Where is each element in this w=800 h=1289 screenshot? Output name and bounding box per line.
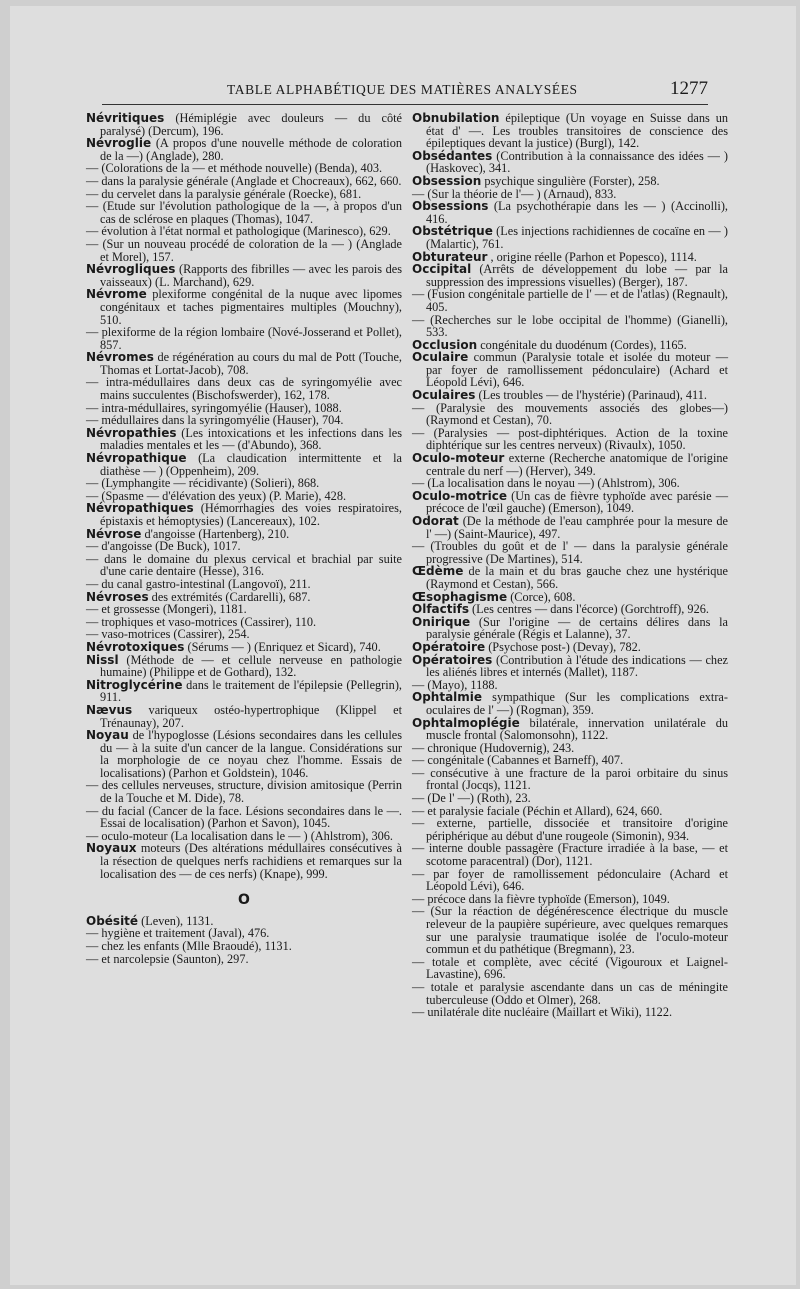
entry-text: (Recherches sur le lobe occipital de l'homme) (Gianelli), 533.: [426, 312, 728, 340]
entry-text: (Corce), 608.: [510, 589, 576, 604]
entry-headword: Nitroglycérine: [86, 677, 183, 692]
page-title: TABLE ALPHABÉTIQUE DES MATIÈRES ANALYSÉES: [227, 82, 578, 97]
index-subentry: [412, 956, 728, 981]
entry-text: dans la paralysie générale (Anglade et Chocreaux), 662, 660.: [101, 173, 402, 188]
entry-text: moteurs (Des altérations médullaires consécutives à la résection de quelques nerfs rachidiens et remarques sur la localisation des — de ces nerfs) (Knape), 999.: [100, 841, 403, 881]
entry-text: vaso-motrices (Cassirer), 254.: [101, 627, 250, 642]
index-subentry: [86, 200, 402, 225]
entry-text: variqueux ostéo-hypertrophique (Klippel et Trénaunay), 207.: [100, 702, 402, 730]
entry-text: d'angoisse (De Buck), 1017.: [101, 539, 241, 554]
entry-text: (La localisation dans le noyau —) (Ahlstrom), 306.: [427, 476, 680, 491]
entry-headword: Obsessions: [412, 199, 489, 214]
entry-text: (Hémorrhagies des voies respiratoires, épistaxis et hémoptysies) (Lancereaux), 102.: [100, 501, 402, 528]
entry-text: interne double passagère (Fracture irradiée à la base, — et scotome paracentral) (Dor), 1121.: [426, 841, 728, 869]
entry-text: (Sur la théorie de l'— ) (Arnaud), 833.: [427, 186, 617, 201]
page-number: 1277: [670, 78, 708, 99]
index-subentry: [86, 953, 402, 966]
entry-text: dans le traitement de l'épilepsie (Pellegrin), 911.: [100, 677, 402, 705]
index-entry: [412, 654, 728, 679]
index-subentry: [86, 376, 402, 401]
entry-text: (Contribution à l'étude des indications — chez les aliénés libres et internés (Mallet), 1187.: [426, 652, 728, 680]
index-entry: [86, 704, 402, 729]
entry-headword: Névropathiques: [86, 501, 194, 516]
entry-text: (Les intoxications et les infections dans les maladies mentales et les — (d'Abundo), 368.: [100, 425, 403, 453]
index-subentry: [86, 805, 402, 830]
entry-text: (Contribution à la connaissance des idées — ) (Haskovec), 341.: [426, 148, 728, 176]
index-subentry: [412, 427, 728, 452]
index-subentry: [86, 326, 402, 351]
entry-headword: Obstétrique: [412, 224, 493, 239]
entry-headword: Névroses: [86, 589, 149, 604]
entry-text: commun (Paralysie totale et isolée du moteur — par foyer de ramollissement pédonculaire) (Achard et Léopold Lévi), 646.: [426, 350, 728, 390]
entry-text: précoce dans la fièvre typhoïde (Emerson), 1049.: [427, 891, 670, 906]
entry-text: et narcolepsie (Saunton), 297.: [101, 951, 249, 966]
entry-text: (La psychothérapie dans les — ) (Accinolli), 416.: [426, 199, 728, 226]
index-subentry: [412, 288, 728, 313]
entry-text: chez les enfants (Mlle Braoudé), 1131.: [101, 939, 292, 953]
entry-text: par foyer de ramollissement pédonculaire (Achard et Léopold Lévi), 646.: [426, 866, 728, 894]
index-entry: [86, 679, 402, 704]
entry-text: évolution à l'état normal et pathologique (Marinesco), 629.: [101, 224, 391, 239]
entry-text: (A propos d'une nouvelle méthode de coloration de la —) (Anglade), 280.: [100, 136, 403, 163]
entry-text: externe (Recherche anatomique de l'origine centrale du nerf —) (Herver), 349.: [426, 451, 728, 478]
index-entry: [86, 351, 402, 376]
entry-text: (Psychose post-) (Devay), 782.: [488, 639, 641, 654]
entry-headword: Névropathique: [86, 451, 187, 466]
index-entry: [412, 150, 728, 175]
entry-text: (Sérums — ) (Enriquez et Sicard), 740.: [187, 639, 381, 654]
entry-headword: Obésité: [86, 913, 139, 928]
entry-text: des extrémités (Cardarelli), 687.: [151, 589, 311, 604]
entry-text: (Sur la réaction de dégénérescence électrique du muscle releveur de la paupière supérieure, avec quelques remarques sur une paralysie traumatique isolée de l'oculo-moteur commun et du pathétique (Bregmann), 23.: [426, 904, 729, 957]
index-entry: [412, 515, 728, 540]
index-entry: [86, 263, 402, 288]
index-subentry: [412, 905, 728, 955]
entry-text: (De la méthode de l'eau camphrée pour la mesure de l' —) (Saint-Maurice), 497.: [426, 514, 728, 541]
entry-headword: Œdème: [412, 564, 464, 579]
entry-text: (Arrêts de développement du lobe — par la suppression des impressions visuelles) (Berger), 187.: [426, 262, 729, 289]
entry-text: des cellules nerveuses, structure, division amitosique (Perrin de la Touche et M. Dide), 78.: [100, 778, 402, 806]
index-entry: [86, 654, 402, 679]
entry-headword: Nissl: [86, 652, 119, 667]
entry-headword: Névrose: [86, 526, 142, 541]
index-entry: [412, 691, 728, 716]
entry-text: (Leven), 1131.: [141, 913, 214, 928]
index-entry: [412, 616, 728, 641]
index-subentry: [86, 553, 402, 578]
index-entry: [412, 112, 728, 150]
entry-headword: Occlusion: [412, 337, 478, 352]
entry-headword: Opératoire: [412, 639, 486, 654]
index-subentry: [412, 981, 728, 1006]
entry-headword: Névrotoxiques: [86, 639, 185, 654]
entry-text: du canal gastro-intestinal (Langovoï), 211.: [101, 576, 311, 591]
entry-text: (Troubles du goût et de l' — dans la paralysie générale progressive (De Martines), 514.: [426, 539, 728, 566]
entry-text: (Mayo), 1188.: [427, 677, 498, 692]
entry-text: chronique (Hudovernig), 243.: [427, 740, 575, 755]
entry-text: consécutive à une fracture de la paroi orbitaire du sinus frontal (Jocqs), 1121.: [426, 765, 728, 793]
entry-headword: Oculo-motrice: [412, 488, 507, 503]
entry-headword: Obsession: [412, 173, 482, 188]
entry-text: du facial (Cancer de la face. Lésions secondaires dans le —. Essai de localisation) (Parhon et Savon), 1045.: [100, 803, 402, 831]
entry-text: (De l' —) (Roth), 23.: [427, 791, 531, 806]
index-entry: [412, 490, 728, 515]
entry-headword: Névrome: [86, 287, 147, 302]
section-letter: O: [238, 892, 250, 909]
entry-headword: Odorat: [412, 514, 459, 528]
entry-text: (Spasme — d'élévation des yeux) (P. Marie), 428.: [101, 488, 347, 503]
entry-headword: Opératoires: [412, 652, 493, 667]
entry-headword: Nævus: [86, 702, 133, 717]
index-entry: [86, 502, 402, 527]
page-header: [102, 80, 708, 105]
entry-text: congénitale (Cabannes et Barneff), 407.: [427, 753, 624, 768]
index-subentry: [412, 314, 728, 339]
entry-text: (Les centres — dans l'écorce) (Gorchtroff), 926.: [472, 602, 709, 617]
index-subentry: [412, 842, 728, 867]
entry-headword: Noyau: [86, 728, 129, 743]
entry-headword: Névritiques: [86, 111, 165, 125]
entry-text: , origine réelle (Parhon et Popesco), 1114.: [490, 249, 697, 264]
entry-text: (Méthode de — et cellule nerveuse en pathologie humaine) (Philippe et de Gothard), 132.: [100, 652, 402, 680]
entry-text: et grossesse (Mongeri), 1181.: [101, 602, 247, 617]
index-entry: [412, 263, 728, 288]
index-subentry: [412, 767, 728, 792]
entry-text: (Sur l'origine — de certains délires dans la paralysie générale (Régis et Lalanne), 37.: [426, 614, 728, 642]
entry-text: totale et paralysie ascendante dans un cas de méningite tuberculeuse (Oddo et Olmer), 268.: [426, 979, 728, 1007]
entry-headword: Occipital: [412, 262, 472, 277]
right-column: [412, 112, 728, 1019]
entry-text: intra-médullaires dans deux cas de syringomyélie avec mains succulentes (Bischofswerder), 162, 178.: [100, 375, 402, 403]
entry-text: bilatérale, innervation unilatérale du muscle frontal (Salomonsohn), 1122.: [426, 715, 729, 743]
index-entry: [86, 112, 402, 137]
index-subentry: [86, 779, 402, 804]
entry-headword: Névropathies: [86, 425, 177, 440]
index-entry: [86, 288, 402, 326]
entry-text: hygiène et traitement (Javal), 476.: [101, 926, 270, 941]
entry-text: (Rapports des fibrilles — avec les parois des vaisseaux) (L. Marchand), 629.: [100, 262, 402, 289]
index-entry: [412, 225, 728, 250]
index-subentry: [412, 1006, 728, 1019]
entry-headword: Noyaux: [86, 841, 137, 856]
entry-text: (Les injections rachidiennes de cocaïne en — ) (Malartic), 761.: [426, 224, 728, 251]
entry-text: (Sur un nouveau procédé de coloration de la — ) (Anglade et Morel), 157.: [100, 236, 403, 264]
entry-text: (Colorations de la — et méthode nouvelle) (Benda), 403.: [101, 161, 383, 176]
entry-headword: Névrogliques: [86, 262, 176, 277]
entry-text: (Hémiplégie avec douleurs — du côté paralysé) (Dercum), 196.: [100, 111, 402, 138]
entry-headword: Obsédantes: [412, 148, 493, 163]
index-entry: [86, 842, 402, 880]
entry-headword: Obturateur: [412, 249, 488, 264]
entry-headword: Oculaires: [412, 388, 476, 403]
entry-text: (Etude sur l'évolution pathologique de la —, à propos d'un cas de sclérose en plaques (Thomas), 1047.: [100, 199, 402, 226]
entry-headword: Névroglie: [86, 136, 152, 151]
entry-headword: Obnubilation: [412, 111, 500, 125]
entry-headword: Oculaire: [412, 350, 469, 365]
index-subentry: [86, 238, 402, 263]
index-entry: [86, 137, 402, 162]
index-entry: [412, 351, 728, 389]
entry-headword: Névromes: [86, 350, 154, 365]
entry-text: de régénération au cours du mal de Pott (Touche, Thomas et Lortat-Jacob), 708.: [100, 350, 402, 377]
entry-headword: Ophtalmie: [412, 690, 483, 705]
index-entry: [86, 427, 402, 452]
entry-text: dans le domaine du plexus cervical et brachial par suite d'une carie dentaire (Hesse), 316.: [100, 551, 403, 579]
entry-text: psychique singulière (Forster), 258.: [484, 173, 660, 188]
entry-text: (Un cas de fièvre typhoïde avec parésie — précoce de l'œil gauche) (Emerson), 1049.: [426, 488, 728, 516]
index-subentry: [412, 402, 728, 427]
index-subentry: [412, 868, 728, 893]
entry-text: totale et complète, avec cécité (Vigouroux et Laignel-Lavastine), 696.: [426, 954, 729, 982]
index-entry: [412, 200, 728, 225]
entry-text: (Lymphangite — récidivante) (Solieri), 868.: [101, 476, 320, 491]
index-subentry: [412, 817, 728, 842]
left-column: [86, 112, 402, 965]
entry-text: oculo-moteur (La localisation dans le — ) (Ahlstrom), 306.: [101, 828, 394, 843]
entry-text: unilatérale dite nucléaire (Maillart et Wiki), 1122.: [427, 1005, 673, 1020]
entry-text: sympathique (Sur les complications extra-oculaires de l' —) (Rogman), 359.: [426, 690, 728, 717]
entry-text: (Fusion congénitale partielle de l' — et de l'atlas) (Regnault), 405.: [426, 287, 728, 314]
entry-headword: Oculo-moteur: [412, 451, 505, 466]
entry-text: de l'hypoglosse (Lésions secondaires dans les cellules du — à la suite d'un cancer de la langue. Considérations sur la morphologie de ce noyau chez l'homme. Essais de localisations) (Parhon et Goldstein), 1046.: [100, 728, 402, 780]
entry-text: (Paralysies — post-diphtériques. Action de la toxine diphtérique sur les centres nerveux) (Rivaulx), 1050.: [426, 425, 728, 453]
entry-text: du cervelet dans la paralysie générale (Roecke), 681.: [101, 186, 362, 201]
entry-text: de la main et du bras gauche chez une hystérique (Raymond et Cestan), 566.: [426, 564, 729, 591]
entry-text: intra-médullaires, syringomyélie (Hauser), 1088.: [101, 400, 342, 415]
entry-text: plexiforme congénital de la nuque avec lipomes congénitaux et taches pigmentaires multiples (Mouchny), 510.: [100, 287, 402, 327]
entry-headword: Onirique: [412, 614, 471, 629]
index-entry: [412, 565, 728, 590]
entry-text: plexiforme de la région lombaire (Nové-Josserand et Pollet), 857.: [100, 325, 403, 352]
entry-text: congénitale du duodénum (Cordes), 1165.: [480, 337, 687, 352]
index-entry: [412, 717, 728, 742]
entry-text: médullaires dans la syringomyélie (Hauser), 704.: [101, 413, 344, 428]
entry-text: trophiques et vaso-motrices (Cassirer), 110.: [101, 614, 317, 629]
entry-headword: Ophtalmoplégie: [412, 715, 520, 730]
entry-text: d'angoisse (Hartenberg), 210.: [144, 526, 290, 541]
index-entry: [86, 452, 402, 477]
entry-text: (Paralysie des mouvements associés des globes—) (Raymond et Cestan), 70.: [426, 400, 728, 428]
index-subentry: [412, 540, 728, 565]
entry-headword: Olfactifs: [412, 602, 469, 617]
entry-text: (La claudication intermittente et la diathèse — ) (Oppenheim), 209.: [100, 451, 402, 478]
index-entry: [86, 729, 402, 779]
entry-text: épileptique (Un voyage en Suisse dans un état d' —. Les troubles transitoires de conscience des épileptiques devant la justice) (Burgl), 142.: [426, 111, 728, 151]
entry-headword: Œsophagisme: [412, 589, 508, 604]
entry-text: externe, partielle, dissociée et transitoire d'origine périphérique au début d'une rougeole (Simonin), 934.: [426, 816, 729, 843]
entry-text: (Les troubles — de l'hystérie) (Parinaud), 411.: [478, 388, 707, 403]
index-entry: [412, 452, 728, 477]
entry-text: et paralysie faciale (Péchin et Allard), 624, 660.: [427, 803, 663, 818]
